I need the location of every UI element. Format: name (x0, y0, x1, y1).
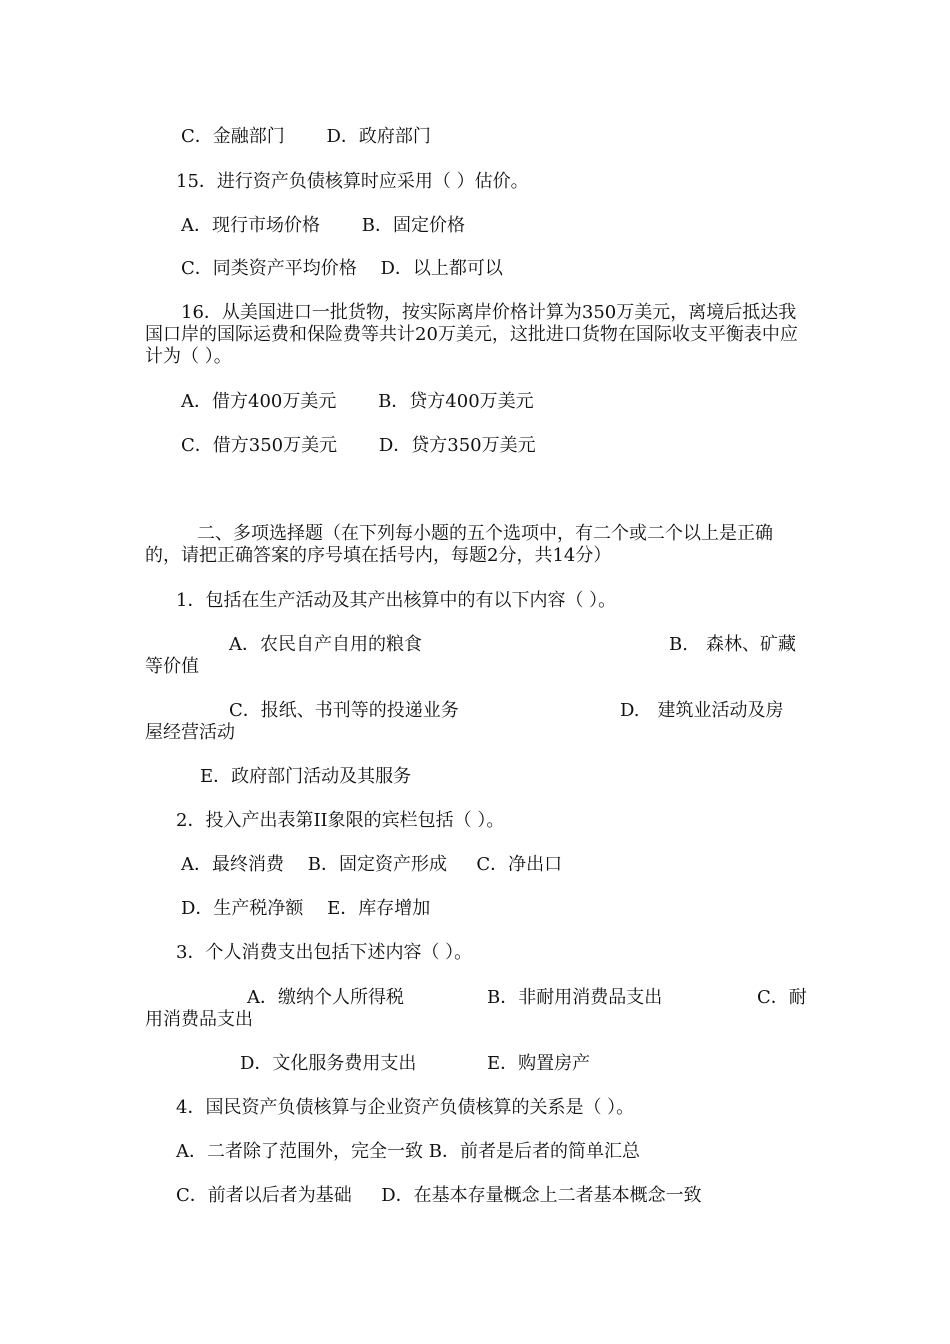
q16-options-cd: C．借方350万美元 D．贷方350万美元 (181, 435, 536, 456)
m1-option-d-line2: 屋经营活动 (145, 722, 235, 743)
m4-options-ab: A．二者除了范围外，完全一致 B．前者是后者的简单汇总 (176, 1141, 640, 1162)
q15-options-cd: C．同类资产平均价格 D．以上都可以 (181, 258, 503, 279)
m2-stem: 2．投入产出表第II象限的宾栏包括（ ）。 (176, 810, 505, 831)
q15-options-ab: A．现行市场价格 B．固定价格 (181, 215, 465, 236)
q16-stem: 16．从美国进口一批货物，按实际离岸价格计算为350万美元，离境后抵达我国口岸的国际运费和保险费等共计20万美元，这批进口货物在国际收支平衡表中应计为（ ）。 (145, 302, 798, 367)
m1-option-a: A．农民自产自用的粮食 (229, 634, 422, 655)
q14-options-cd: C．金融部门 D．政府部门 (181, 126, 431, 147)
q16-options-ab: A．借方400万美元 B．贷方400万美元 (181, 391, 534, 412)
m1-stem: 1．包括在生产活动及其产出核算中的有以下内容（ ）。 (176, 590, 617, 611)
m1-option-e: E．政府部门活动及其服务 (200, 766, 412, 787)
q15-stem: 15．进行资产负债核算时应采用（ ）估价。 (176, 171, 529, 192)
section2-heading: 二、多项选择题（在下列每小题的五个选项中，有二个或二个以上是正确的，请把正确答案的序号填在括号内，每题2分，共14分） (145, 523, 773, 566)
m3-option-a: A．缴纳个人所得税 (247, 987, 404, 1008)
m1-option-b-line1: B. 森林、矿藏 (669, 634, 796, 655)
m3-option-e: E．购置房产 (487, 1053, 591, 1074)
m1-option-b-line2: 等价值 (145, 656, 199, 677)
m2-options-de: D．生产税净额 E．库存增加 (181, 898, 431, 919)
m2-options-abc: A．最终消费 B．固定资产形成 C．净出口 (181, 854, 563, 875)
m3-option-d: D．文化服务费用支出 (240, 1053, 417, 1074)
m3-stem: 3．个人消费支出包括下述内容（ ）。 (176, 942, 473, 963)
m1-option-c: C．报纸、书刊等的投递业务 (229, 700, 459, 721)
m3-option-c-line1: C．耐 (757, 987, 807, 1008)
m1-option-d-line1: D. 建筑业活动及房 (620, 700, 784, 721)
m4-stem: 4．国民资产负债核算与企业资产负债核算的关系是（ ）。 (176, 1097, 635, 1118)
m3-option-b: B．非耐用消费品支出 (487, 987, 663, 1008)
m3-option-c-line2: 用消费品支出 (145, 1009, 253, 1030)
m4-options-cd: C．前者以后者为基础 D．在基本存量概念上二者基本概念一致 (176, 1185, 702, 1206)
